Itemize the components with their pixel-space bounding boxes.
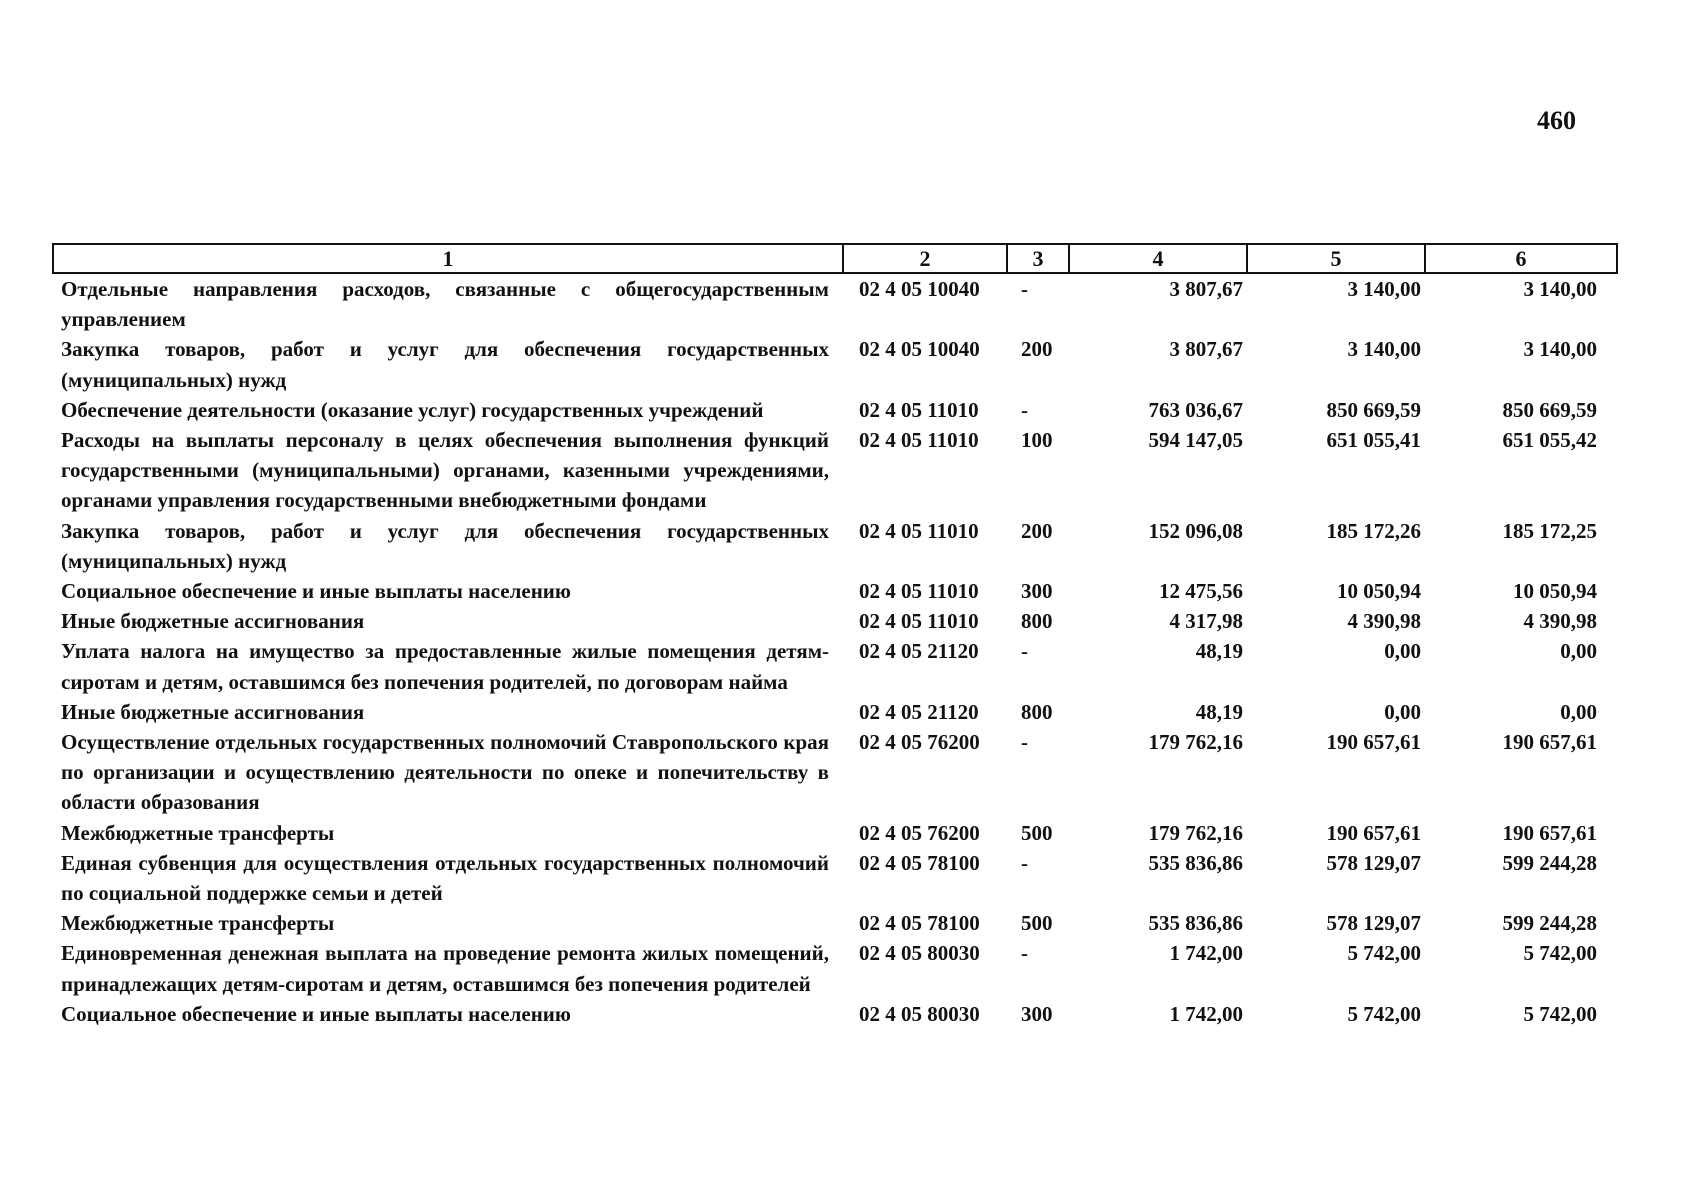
- table-row: [53, 727, 1617, 818]
- amount-column-4: 48,19: [1195, 639, 1243, 664]
- target-article-code: 02 4 05 76200: [859, 820, 980, 845]
- amount-column-5: 190 657,61: [1326, 730, 1421, 755]
- amount-column-5: 3 140,00: [1347, 337, 1421, 362]
- table-header: [53, 244, 1617, 273]
- amount-column-4: 763 036,67: [1148, 397, 1243, 422]
- amount-column-5: 185 172,26: [1326, 518, 1421, 543]
- expense-type-code: -: [1021, 941, 1028, 966]
- amount-column-4: 12 475,56: [1159, 579, 1243, 604]
- expense-type-code: 200: [1021, 337, 1053, 362]
- amount-column-6: 3 140,00: [1523, 277, 1597, 301]
- expense-type-code: 500: [1021, 820, 1053, 845]
- amount-column-4: 3 807,67: [1169, 277, 1243, 301]
- column-header-1: 1: [53, 244, 843, 273]
- amount-column-5: 190 657,61: [1326, 820, 1421, 845]
- amount-column-4: 179 762,16: [1148, 820, 1243, 845]
- table-row: [53, 273, 1617, 334]
- amount-column-4: 1 742,00: [1169, 941, 1243, 966]
- amount-column-5: 5 742,00: [1347, 1001, 1421, 1026]
- expense-type-code: 800: [1021, 609, 1053, 634]
- expense-name: Социальное обеспечение и иные выплаты населению: [61, 579, 571, 604]
- amount-column-6: 0,00: [1560, 639, 1597, 664]
- amount-column-4: 152 096,08: [1148, 518, 1243, 543]
- page-number: 460: [1537, 106, 1576, 135]
- expense-name: Единая субвенция для осуществления отдельных государственных полномочий по социальной поддержке семьи и детей: [61, 850, 829, 906]
- amount-column-5: 578 129,07: [1326, 850, 1421, 875]
- table-row: [53, 697, 1617, 727]
- expense-name: Социальное обеспечение и иные выплаты населению: [61, 1001, 571, 1026]
- target-article-code: 02 4 05 10040: [859, 277, 980, 301]
- column-header-2: 2: [843, 244, 1007, 273]
- target-article-code: 02 4 05 21120: [859, 639, 979, 664]
- expense-name: Уплата налога на имущество за предоставленные жилые помещения детям-сиротам и детям, оставшимся без попечения родителей, по договорам найма: [61, 639, 829, 694]
- amount-column-5: 0,00: [1384, 699, 1421, 724]
- amount-column-6: 5 742,00: [1523, 941, 1597, 966]
- target-article-code: 02 4 05 21120: [859, 699, 979, 724]
- expense-type-code: -: [1021, 730, 1028, 755]
- amount-column-5: 10 050,94: [1337, 579, 1421, 604]
- amount-column-4: 594 147,05: [1148, 428, 1243, 453]
- expense-name: Иные бюджетные ассигнования: [61, 609, 365, 634]
- expense-name: Закупка товаров, работ и услуг для обеспечения государственных (муниципальных) нужд: [61, 337, 829, 392]
- target-article-code: 02 4 05 10040: [859, 337, 980, 362]
- amount-column-6: 850 669,59: [1502, 397, 1597, 422]
- amount-column-5: 3 140,00: [1347, 277, 1421, 301]
- amount-column-5: 578 129,07: [1326, 911, 1421, 936]
- expense-name: Межбюджетные трансферты: [61, 820, 335, 845]
- amount-column-6: 10 050,94: [1513, 579, 1597, 604]
- column-header-6: 6: [1425, 244, 1617, 273]
- table-row: [53, 425, 1617, 516]
- amount-column-6: 651 055,42: [1502, 428, 1597, 453]
- target-article-code: 02 4 05 78100: [859, 850, 980, 875]
- expense-type-code: 200: [1021, 518, 1053, 543]
- amount-column-5: 0,00: [1384, 639, 1421, 664]
- amount-column-4: 1 742,00: [1169, 1001, 1243, 1026]
- amount-column-5: 4 390,98: [1347, 609, 1421, 634]
- table-body: [53, 273, 1617, 1029]
- column-header-5: 5: [1247, 244, 1425, 273]
- target-article-code: 02 4 05 11010: [859, 609, 979, 634]
- target-article-code: 02 4 05 11010: [859, 579, 979, 604]
- table-row: [53, 516, 1617, 576]
- target-article-code: 02 4 05 80030: [859, 1001, 980, 1026]
- table-row: [53, 636, 1617, 696]
- header-row: [53, 244, 1617, 273]
- table-row: [53, 938, 1617, 998]
- expense-type-code: 800: [1021, 699, 1053, 724]
- amount-column-5: 651 055,41: [1326, 428, 1421, 453]
- table-row: [53, 999, 1617, 1029]
- target-article-code: 02 4 05 76200: [859, 730, 980, 755]
- expense-type-code: -: [1021, 397, 1028, 422]
- table-row: [53, 908, 1617, 938]
- target-article-code: 02 4 05 11010: [859, 397, 979, 422]
- table-row: [53, 818, 1617, 848]
- expense-name: Иные бюджетные ассигнования: [61, 699, 365, 724]
- target-article-code: 02 4 05 80030: [859, 941, 980, 966]
- amount-column-4: 4 317,98: [1169, 609, 1243, 634]
- amount-column-4: 3 807,67: [1169, 337, 1243, 362]
- expense-type-code: -: [1021, 850, 1028, 875]
- amount-column-6: 599 244,28: [1502, 911, 1597, 936]
- expense-name: Единовременная денежная выплата на проведение ремонта жилых помещений, принадлежащих детям-сиротам и детям, оставшимся без попечения родителей: [61, 941, 829, 996]
- table-row: [53, 606, 1617, 636]
- expense-name: Отдельные направления расходов, связанные с общегосударственным управлением: [61, 277, 829, 332]
- budget-table-container: [52, 243, 1616, 1029]
- budget-table: [52, 243, 1618, 1029]
- table-row: [53, 334, 1617, 394]
- amount-column-6: 599 244,28: [1502, 850, 1597, 875]
- expense-name: Обеспечение деятельности (оказание услуг) государственных учреждений: [61, 397, 764, 422]
- expense-type-code: -: [1021, 639, 1028, 664]
- column-header-4: 4: [1069, 244, 1247, 273]
- expense-name: Межбюджетные трансферты: [61, 911, 335, 936]
- amount-column-4: 179 762,16: [1148, 730, 1243, 755]
- amount-column-6: 185 172,25: [1502, 518, 1597, 543]
- target-article-code: 02 4 05 11010: [859, 518, 979, 543]
- expense-name: Закупка товаров, работ и услуг для обеспечения государственных (муниципальных) нужд: [61, 518, 829, 573]
- column-header-3: 3: [1007, 244, 1069, 273]
- amount-column-4: 48,19: [1195, 699, 1243, 724]
- amount-column-4: 535 836,86: [1148, 850, 1243, 875]
- expense-type-code: 500: [1021, 911, 1053, 936]
- expense-type-code: 300: [1021, 579, 1053, 604]
- amount-column-5: 850 669,59: [1326, 397, 1421, 422]
- amount-column-4: 535 836,86: [1148, 911, 1243, 936]
- target-article-code: 02 4 05 11010: [859, 428, 979, 453]
- expense-type-code: 100: [1021, 428, 1053, 453]
- target-article-code: 02 4 05 78100: [859, 911, 980, 936]
- expense-type-code: -: [1021, 277, 1028, 301]
- table-row: [53, 576, 1617, 606]
- expense-type-code: 300: [1021, 1001, 1053, 1026]
- amount-column-6: 0,00: [1560, 699, 1597, 724]
- expense-name: Осуществление отдельных государственных полномочий Ставропольского края по организации и осуществлению деятельности по опеке и попечительству в области образования: [61, 730, 829, 815]
- table-row: [53, 848, 1617, 908]
- amount-column-5: 5 742,00: [1347, 941, 1421, 966]
- amount-column-6: 5 742,00: [1523, 1001, 1597, 1026]
- amount-column-6: 4 390,98: [1523, 609, 1597, 634]
- table-row: [53, 395, 1617, 425]
- amount-column-6: 190 657,61: [1502, 730, 1597, 755]
- amount-column-6: 190 657,61: [1502, 820, 1597, 845]
- expense-name: Расходы на выплаты персоналу в целях обеспечения выполнения функций государственными (муниципальными) органами, казенными учреждениями, органами управления государственными внебюджетными фондами: [61, 428, 829, 513]
- amount-column-6: 3 140,00: [1523, 337, 1597, 362]
